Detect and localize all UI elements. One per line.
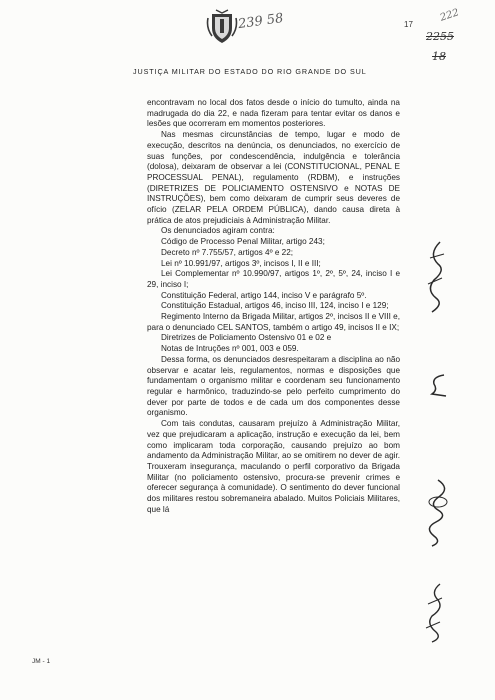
paragraph: Constituição Federal, artigo 144, inciso V e parágrafo 5º. bbox=[161, 290, 367, 300]
initial-icon bbox=[428, 372, 450, 398]
court-header: JUSTIÇA MILITAR DO ESTADO DO RIO GRANDE DO SUL bbox=[133, 67, 367, 76]
body-text bbox=[147, 98, 400, 515]
paragraph: Constituição Estadual, artigos 46, inciso III, 124, inciso I e 129; bbox=[161, 301, 389, 311]
state-coat-of-arms-icon bbox=[206, 8, 238, 46]
margin-stamp: 222 bbox=[438, 7, 461, 24]
signature-icon bbox=[424, 240, 450, 315]
handwritten-note-b: 18 bbox=[432, 50, 446, 63]
paragraph: Lei Complementar nº 10.990/97, artigos 1º, 2º, 5º, 24, inciso I e 29, inciso I; bbox=[147, 269, 400, 289]
paragraph: encontravam no local dos fatos desde o início do tumulto, ainda na madrugada do dia 22, e nada fizeram para tentar evitar os danos e lesões que ocorreram em momentos posteriores. bbox=[147, 98, 400, 129]
paragraph: Diretrizes de Policiamento Ostensivo 01 e 02 e bbox=[161, 333, 332, 343]
paragraph: Decreto nº 7.755/57, artigos 4º e 22; bbox=[161, 247, 294, 257]
signature-icon bbox=[420, 478, 454, 548]
handwritten-note-a: 2255 bbox=[426, 30, 454, 43]
paragraph: Os denunciados agiram contra: bbox=[161, 226, 275, 236]
page-number: 17 bbox=[404, 20, 413, 29]
signature-icon bbox=[424, 582, 448, 644]
handwritten-folio-number: 239 58 bbox=[237, 10, 285, 33]
paragraph: Dessa forma, os denunciados desrespeitaram a disciplina ao não observar e acatar leis, regulamentos, normas e disposições que fundamentam o organismo militar e coordenam seu funcionamento regular e harmônico, traduzindo-se pelo perfeito cumprimento do dever por parte de todos e de cada um dos componentes desse organismo. bbox=[147, 354, 400, 418]
paragraph: Com tais condutas, causaram prejuízo à Administração Militar, vez que prejudicaram a aplicação, instrução e execução da lei, bem como implicaram toda corporação, causando prejuízo ao bom andamento da Administração Militar, ao se omitirem no dever de agir. Trouxeram insegurança, maculando o perfil corporativo da Brigada Militar (no policiamento ostensivo, procura-se prevenir crimes e oferecer segurança à comunidade). O sentimento do dever funcional dos militares restou sobremaneira abalado. Muitos Policiais Militares, que lá bbox=[147, 419, 400, 514]
paragraph: Notas de Intruções nº 001, 003 e 059. bbox=[161, 344, 299, 354]
paragraph: Código de Processo Penal Militar, artigo 243; bbox=[161, 237, 325, 247]
paragraph: Nas mesmas circunstâncias de tempo, lugar e modo de execução, descritos na denúncia, os denunciados, no exercício de suas funções, por condescendência, indulgência e tolerância (dolosa), deixaram de observar a lei (CONSTITUCIONAL, PENAL E PROCESSUAL PENAL), regulamento (RDBM), e instruções (DIRETRIZES DE POLICIAMENTO OSTENSIVO e NOTAS DE INSTRUÇÕES), bem como deixaram de cumprir seus deveres de ofício (ZELAR PELA ORDEM PÚBLICA), dando causa direta à prática de atos prejudiciais à Administração Militar. bbox=[147, 130, 400, 225]
paragraph: Regimento Interno da Brigada Militar, artigos 2º, incisos II e VIII e, para o denunciado CEL SANTOS, também o artigo 49, incisos II e IX; bbox=[147, 312, 400, 332]
paragraph: Lei nº 10.991/97, artigos 3º, incisos I, II e III; bbox=[161, 258, 321, 268]
form-code: JM - 1 bbox=[32, 658, 51, 665]
